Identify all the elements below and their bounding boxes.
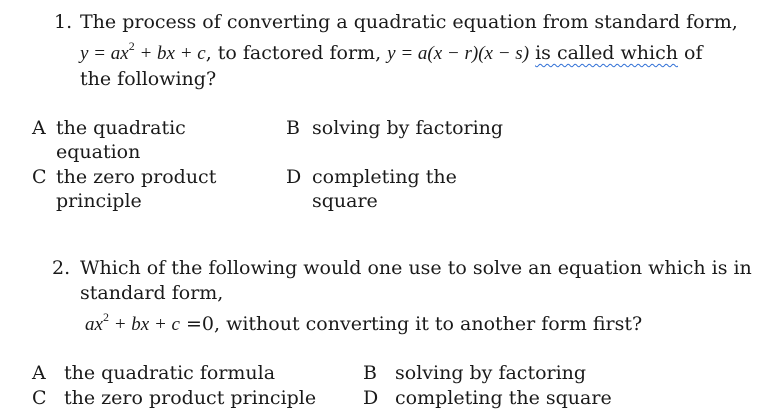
option-b-text: solving by factoring (395, 362, 587, 384)
question-text-line-1: The process of converting a quadratic equation from standard form, (80, 11, 738, 33)
question-text-line-3: the following? (80, 68, 217, 90)
question-text-line-2: $y = ax^2$ + bx + c, to factored form, y = a(x − r)(x − s) is called which of (80, 39, 703, 64)
option-a-text: the quadratic formula (64, 362, 276, 384)
option-b-letter: B (363, 362, 377, 384)
option-c-text: the zero product (56, 166, 217, 188)
option-d-letter: D (286, 166, 302, 188)
option-d-text-line-2: square (312, 190, 378, 212)
question-text-line-2: standard form, (80, 282, 224, 304)
equation-standard-form: $y = ax^2$ + bx + c (80, 39, 206, 64)
option-b-letter: B (286, 117, 300, 139)
option-b-text: solving by factoring (312, 117, 504, 139)
question-number: 1. (54, 11, 73, 33)
option-a-letter: A (32, 117, 46, 139)
question-text-line-1: Which of the following would one use to solve an equation which is in (80, 257, 752, 279)
option-a-letter: A (32, 362, 46, 384)
option-a-text: the quadratic (56, 117, 186, 139)
option-d-letter: D (363, 387, 379, 409)
option-c-letter: C (32, 387, 47, 409)
option-c-letter: C (32, 166, 47, 188)
grammar-flagged-text[interactable]: is called which (535, 42, 678, 64)
question-text-line-3: $ax^2$ + bx + c =0, without converting it to another form first? (85, 310, 643, 335)
option-a-text-line-2: equation (56, 141, 141, 163)
option-c-text-line-2: principle (56, 190, 142, 212)
option-d-text: completing the (312, 166, 457, 188)
question-number: 2. (52, 257, 71, 279)
option-d-text: completing the square (395, 387, 612, 409)
equation-factored-form: y = a(x − r)(x − s) (387, 43, 530, 64)
equation-standard-form: $ax^2$ + bx + c (85, 310, 180, 335)
option-c-text: the zero product principle (64, 387, 317, 409)
